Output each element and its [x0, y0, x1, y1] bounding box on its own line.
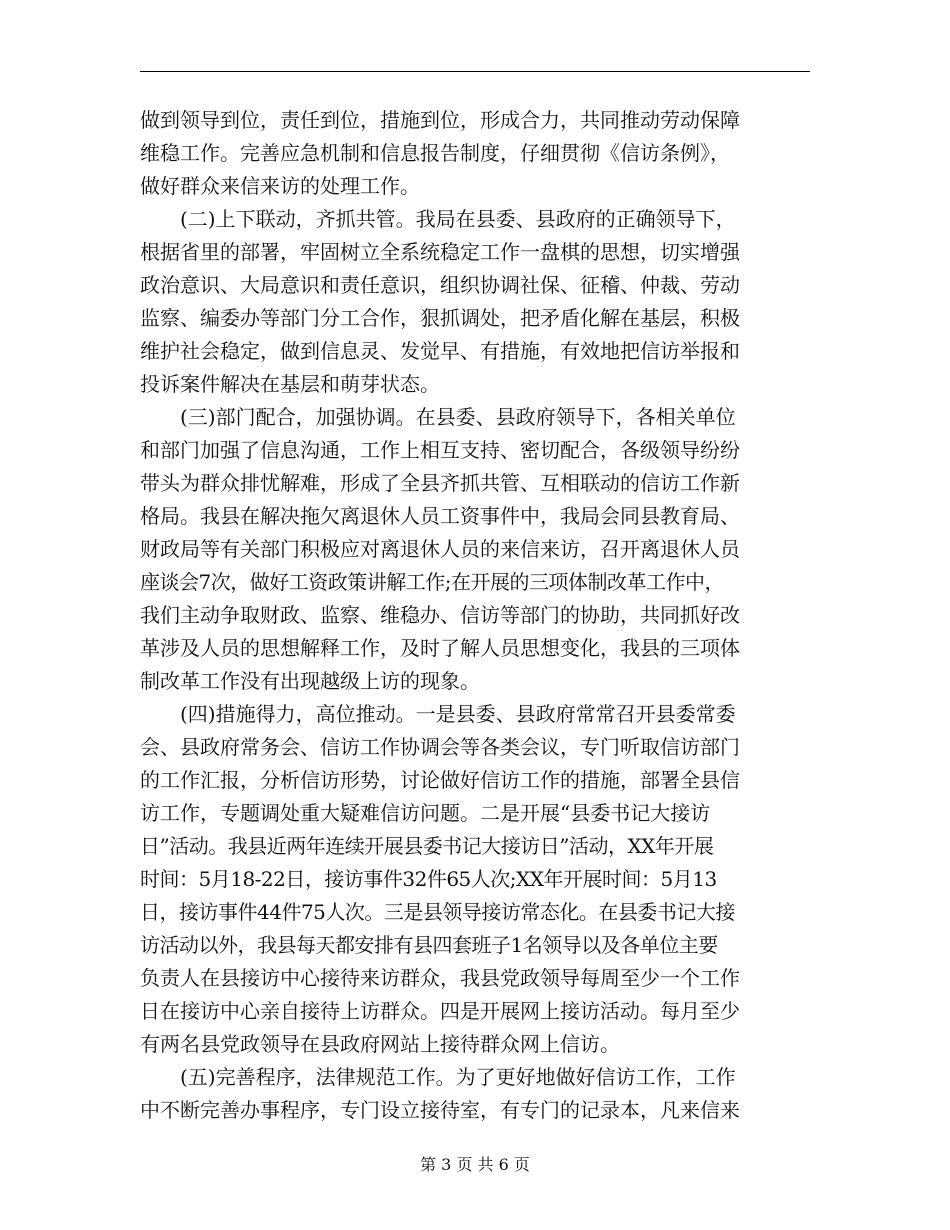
text-line: 访工作，专题调处重大疑难信访问题。二是开展“县委书记大接访	[140, 801, 711, 825]
text-line: 带头为群众排忧解难，形成了全县齐抓共管、互相联动的信访工作新	[140, 471, 740, 495]
paragraph-heading-3: (三)部门配合，加强协调。在县委、县政府领导下，各相关单位	[180, 405, 736, 429]
text-line: 会、县政府常务会、信访工作协调会等各类会议，专门听取信访部门	[140, 735, 740, 759]
text-line: 维护社会稳定，做到信息灵、发觉早、有措施，有效地把信访举报和	[140, 339, 740, 363]
text-line: 投诉案件解决在基层和萌芽状态。	[140, 372, 440, 396]
text-line: 监察、编委办等部门分工合作，狠抓调处，把矛盾化解在基层，积极	[140, 306, 740, 330]
text-line: 做好群众来信来访的处理工作。	[140, 174, 420, 198]
paragraph-heading-4: (四)措施得力，高位推动。一是县委、县政府常常召开县委常委	[180, 702, 736, 726]
text-line: 根据省里的部署，牢固树立全系统稳定工作一盘棋的思想，切实增强	[140, 240, 740, 264]
text-line: 日在接访中心亲自接待上访群众。四是开展网上接访活动。每月至少	[140, 999, 740, 1023]
text-line: 制改革工作没有出现越级上访的现象。	[140, 669, 480, 693]
text-line: 时间：5月18-22日，接访事件32件65人次;XX年开展时间：5月13	[140, 867, 717, 891]
paragraph-heading-5: (五)完善程序，法律规范工作。为了更好地做好信访工作，工作	[180, 1065, 736, 1089]
text-line: 革涉及人员的思想解释工作，及时了解人员思想变化，我县的三项体	[140, 636, 740, 660]
text-line: 格局。我县在解决拖欠离退休人员工资事件中，我局会同县教育局、	[140, 504, 740, 528]
header-rule	[140, 71, 810, 72]
text-line: 负责人在县接访中心接待来访群众，我县党政领导每周至少一个工作	[140, 966, 740, 990]
text-line: 有两名县党政领导在县政府网站上接待群众网上信访。	[140, 1032, 620, 1056]
text-line: 中不断完善办事程序，专门设立接待室，有专门的记录本，凡来信来	[140, 1098, 740, 1122]
text-line: 访活动以外，我县每天都安排有县四套班子1名领导以及各单位主要	[140, 933, 718, 957]
document-body	[140, 104, 812, 1127]
text-line: 政治意识、大局意识和责任意识，组织协调社保、征稽、仲裁、劳动	[140, 273, 740, 297]
text-line: 和部门加强了信息沟通，工作上相互支持、密切配合，各级领导纷纷	[140, 438, 740, 462]
text-line: 日，接访事件44件75人次。三是县领导接访常态化。在县委书记大接	[140, 900, 735, 924]
paragraph-heading-2: (二)上下联动，齐抓共管。我局在县委、县政府的正确领导下，	[180, 207, 736, 231]
text-line: 做到领导到位，责任到位，措施到位，形成合力，共同推动劳动保障	[140, 108, 740, 132]
text-line: 维稳工作。完善应急机制和信息报告制度，仔细贯彻《信访条例》，	[140, 141, 730, 165]
text-line: 的工作汇报，分析信访形势，讨论做好信访工作的措施，部署全县信	[140, 768, 740, 792]
text-line: 日”活动。我县近两年连续开展县委书记大接访日”活动，XX年开展	[140, 834, 714, 858]
text-line: 财政局等有关部门积极应对离退休人员的来信来访，召开离退休人员	[140, 537, 740, 561]
text-line: 我们主动争取财政、监察、维稳办、信访等部门的协助，共同抓好改	[140, 603, 740, 627]
text-line: 座谈会7次，做好工资政策讲解工作;在开展的三项体制改革工作中，	[140, 570, 724, 594]
page-footer: 第 3 页 共 6 页	[420, 1155, 530, 1174]
